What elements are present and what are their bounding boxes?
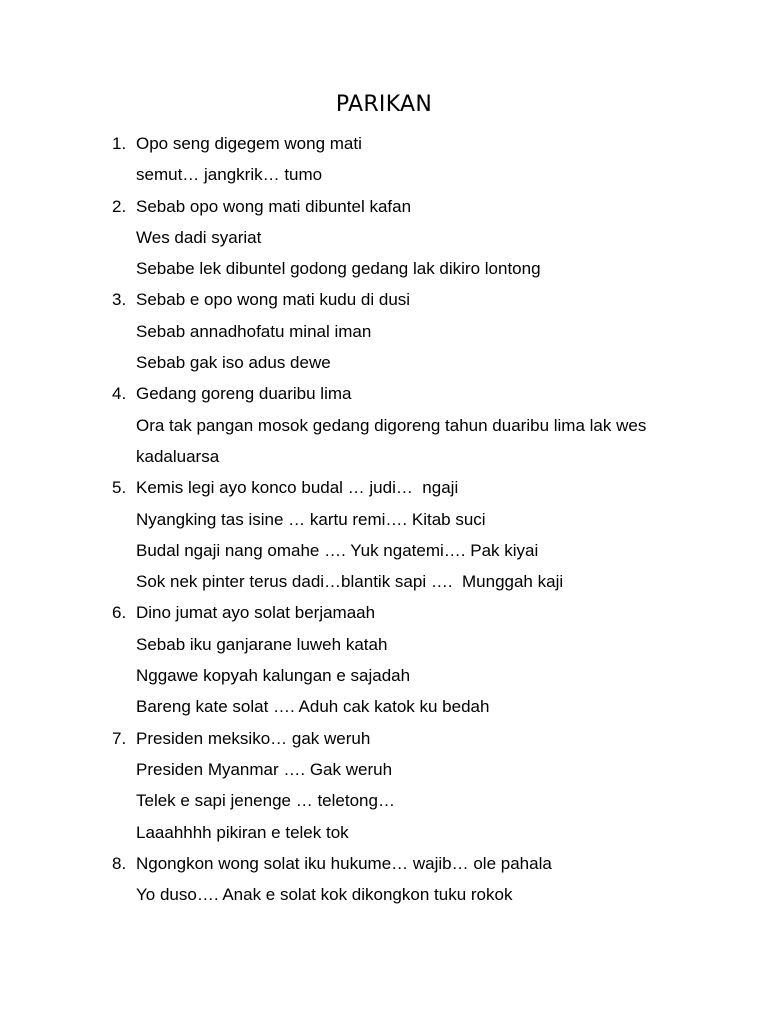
line-text: Kemis legi ayo konco budal … judi… ngaji [136,478,459,498]
line-text: Sebab iku ganjarane luweh katah [136,634,388,654]
list-item-line [0,723,768,754]
list-item-line [0,660,768,691]
list-item-line [0,629,768,660]
line-text: Sebab e opo wong mati kudu di dusi [136,290,411,310]
list-item [0,284,768,378]
line-text: Presiden Myanmar …. Gak weruh [136,759,393,779]
parikan-list [0,128,768,910]
list-item-line [0,785,768,816]
list-item-line [0,284,768,315]
line-text: Nyangking tas isine … kartu remi…. Kitab suci [136,509,486,529]
list-item-line [0,879,768,910]
list-item-line [0,441,768,472]
list-item-line [0,848,768,879]
line-text: Sok nek pinter terus dadi…blantik sapi …. Munggah kaji [136,572,564,592]
list-item-line [0,378,768,409]
line-text: Gedang goreng duaribu lima [136,384,352,404]
line-text: Laaahhhh pikiran e telek tok [136,822,349,842]
item-number: 4. [112,384,127,404]
list-item [0,597,768,722]
line-text: Sebab gak iso adus dewe [136,353,331,373]
list-item [0,128,768,191]
list-item [0,472,768,597]
list-item-line [0,316,768,347]
document-title: PARIKAN [335,92,433,117]
item-number: 8. [112,853,127,873]
line-text: semut… jangkrik… tumo [136,165,323,185]
line-text: Sebabe lek dibuntel godong gedang lak dikiro lontong [136,259,541,279]
list-item-line [0,817,768,848]
list-item-line [0,191,768,222]
line-text: Dino jumat ayo solat berjamaah [136,603,376,623]
line-text: Sebab annadhofatu minal iman [136,321,372,341]
list-item-line [0,159,768,190]
line-text: Ora tak pangan mosok gedang digoreng tahun duaribu lima lak wes [136,415,647,435]
list-item-line [0,754,768,785]
list-item-line [0,128,768,159]
line-text: Telek e sapi jenenge … teletong… [136,791,395,811]
item-number: 7. [112,728,127,748]
list-item-line [0,566,768,597]
line-text: kadaluarsa [136,446,220,466]
list-item-line [0,691,768,722]
line-text: Ngongkon wong solat iku hukume… wajib… ole pahala [136,853,552,873]
item-number: 6. [112,603,127,623]
item-number: 1. [112,134,127,153]
list-item [0,191,768,285]
item-number: 3. [112,290,127,310]
line-text: Yo duso…. Anak e solat kok dikongkon tuku rokok [136,885,513,905]
list-item-line [0,253,768,284]
list-item-line [0,222,768,253]
list-item-line [0,347,768,378]
line-text: Budal ngaji nang omahe …. Yuk ngatemi…. Pak kiyai [136,540,539,560]
line-text: Sebab opo wong mati dibuntel kafan [136,196,412,216]
item-number: 2. [112,196,127,216]
line-text: Wes dadi syariat [136,227,262,247]
list-item [0,848,768,911]
list-item-line [0,535,768,566]
list-item-line [0,472,768,503]
list-item [0,723,768,848]
list-item [0,378,768,472]
list-item-line [0,410,768,441]
line-text: Nggawe kopyah kalungan e sajadah [136,666,411,686]
line-text: Bareng kate solat …. Aduh cak katok ku bedah [136,697,490,717]
list-item-line [0,597,768,628]
list-item-line [0,504,768,535]
line-text: Presiden meksiko… gak weruh [136,728,371,748]
item-number: 5. [112,478,127,498]
line-text: Opo seng digegem wong mati [136,134,362,153]
